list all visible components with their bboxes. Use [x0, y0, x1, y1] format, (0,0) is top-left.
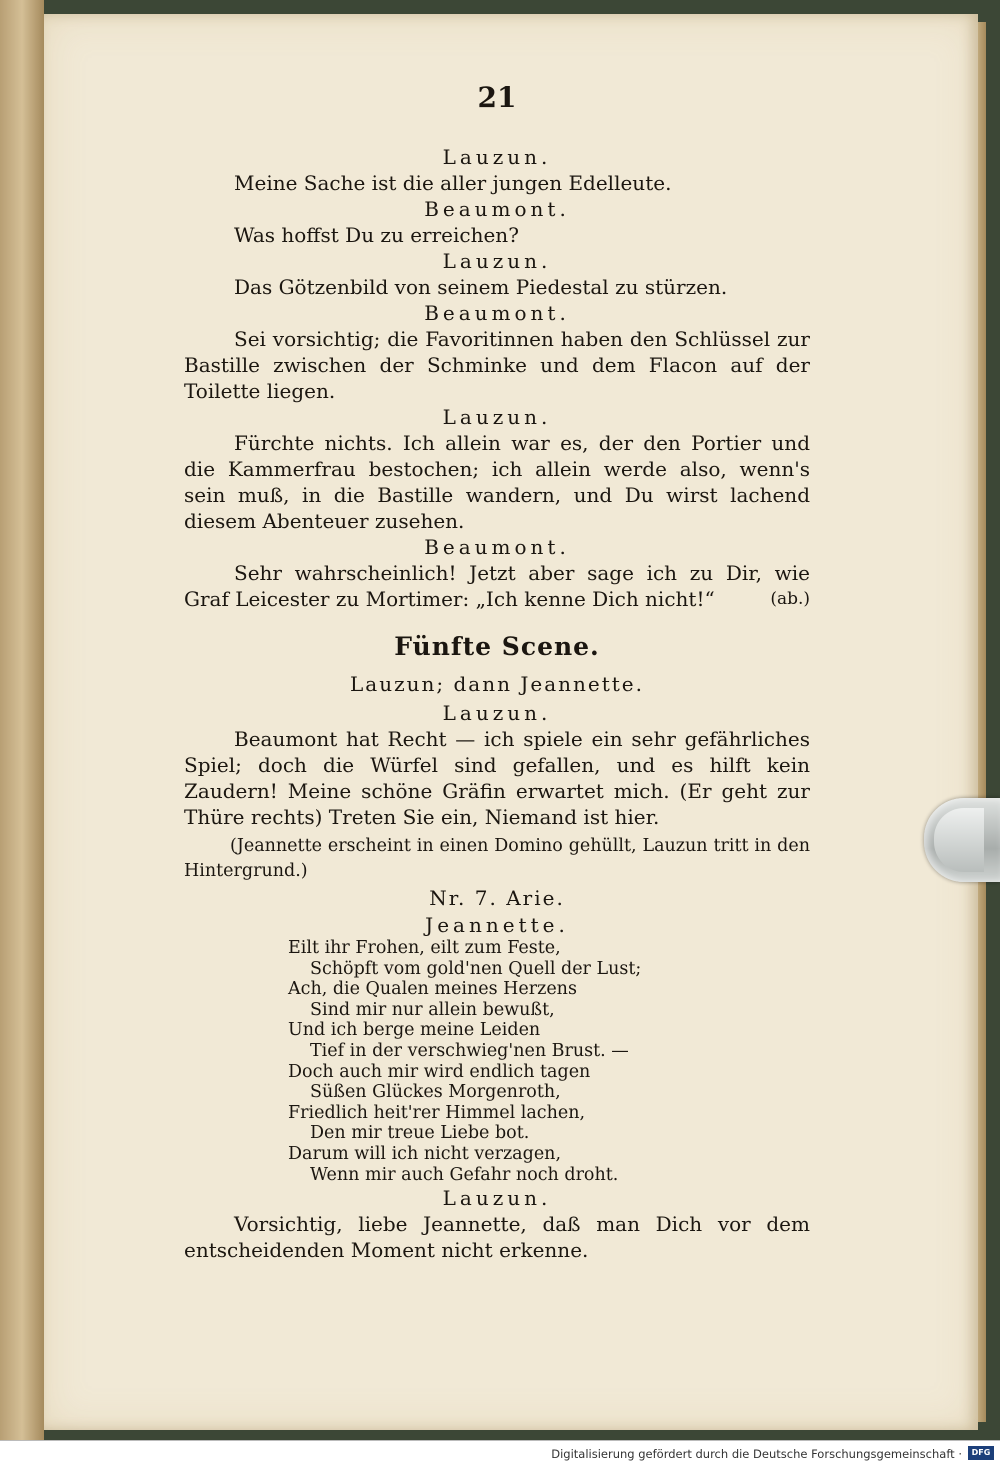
verse-line: Doch auch mir wird endlich tagen [288, 1061, 591, 1082]
dfg-logo: DFG [968, 1446, 994, 1460]
verse-line: Und ich berge meine Leiden [288, 1020, 541, 1041]
verse-line: Friedlich heit'rer Himmel lachen, [288, 1102, 586, 1123]
scene-heading: Fünfte Scene. [394, 632, 600, 661]
footer-bar [0, 1440, 1000, 1467]
verse-line: Den mir treue Liebe bot. [310, 1123, 530, 1144]
dialogue-line: Beaumont hat Recht — ich spiele ein sehr gefährliches Spiel; doch die Würfel sind gefallen, und es hilft kein Zaudern! Meine schöne Gräfin erwartet mich. (Er geht zur Thüre rechts) Treten Sie ein, Niemand ist hier. [184, 727, 810, 829]
speaker-label: Beaumont. [424, 301, 570, 325]
funding-notice: Digitalisierung gefördert durch die Deutsche Forschungsgemeinschaft · [551, 1447, 962, 1461]
speaker-label: Beaumont. [424, 197, 570, 221]
verse-line: Tief in der verschwieg'nen Brust. — [310, 1040, 629, 1061]
dialogue-line: Sei vorsichtig; die Favoritinnen haben den Schlüssel zur Bastille zwischen der Schminke und dem Flacon auf der Toilette liegen. [184, 327, 810, 403]
page-number: 21 [477, 81, 517, 114]
dialogue-text: Sehr wahrscheinlich! Jetzt aber sage ich zu Dir, wie Graf Leicester zu Mortimer: „Ich kenne Dich nicht!“ [184, 561, 810, 611]
speaker-label: Beaumont. [424, 535, 570, 559]
dialogue-line: Fürchte nichts. Ich allein war es, der den Portier und die Kammerfrau bestochen; ich allein werde also, wenn's sein muß, in die Bastille wandern, und Du wirst lachend diesem Abenteuer zusehen. [184, 431, 810, 533]
aria-verse [288, 938, 914, 1185]
verse-line: Darum will ich nicht verzagen, [288, 1143, 562, 1164]
stage-direction: (Jeannette erscheint in einen Domino gehüllt, Lauzun tritt in den Hintergrund.) [184, 836, 810, 881]
speaker-label: Lauzun. [442, 701, 552, 725]
dialogue-line [184, 560, 810, 612]
page-clip [924, 798, 1000, 882]
verse-line: Schöpft vom gold'nen Quell der Lust; [310, 958, 642, 979]
scene-characters: Lauzun; dann Jeannette. [350, 672, 644, 696]
verse-line: Wenn mir auch Gefahr noch droht. [310, 1164, 619, 1185]
exit-direction: (ab.) [770, 589, 810, 609]
verse-line: Eilt ihr Frohen, eilt zum Feste, [288, 938, 561, 958]
speaker-label: Lauzun. [442, 405, 552, 429]
speaker-label: Lauzun. [442, 249, 552, 273]
verse-line: Süßen Glückes Morgenroth, [310, 1082, 561, 1103]
speaker-label: Jeannette. [425, 913, 569, 937]
verse-line: Sind mir nur allein bewußt, [310, 999, 555, 1020]
speaker-label: Lauzun. [442, 145, 552, 169]
dialogue-line: Das Götzenbild von seinem Piedestal zu stürzen. [234, 275, 728, 299]
musical-number-title: Nr. 7. Arie. [429, 886, 565, 910]
verse-line: Ach, die Qualen meines Herzens [288, 979, 577, 1000]
previous-page-edge [0, 0, 44, 1440]
dialogue-line: Was hoffst Du zu erreichen? [234, 223, 519, 247]
dialogue-line: Vorsichtig, liebe Jeannette, daß man Dich vor dem entscheidenden Moment nicht erkenne. [184, 1212, 810, 1263]
speaker-label: Lauzun. [442, 1186, 552, 1211]
dialogue-line: Meine Sache ist die aller jungen Edelleute. [234, 171, 672, 195]
